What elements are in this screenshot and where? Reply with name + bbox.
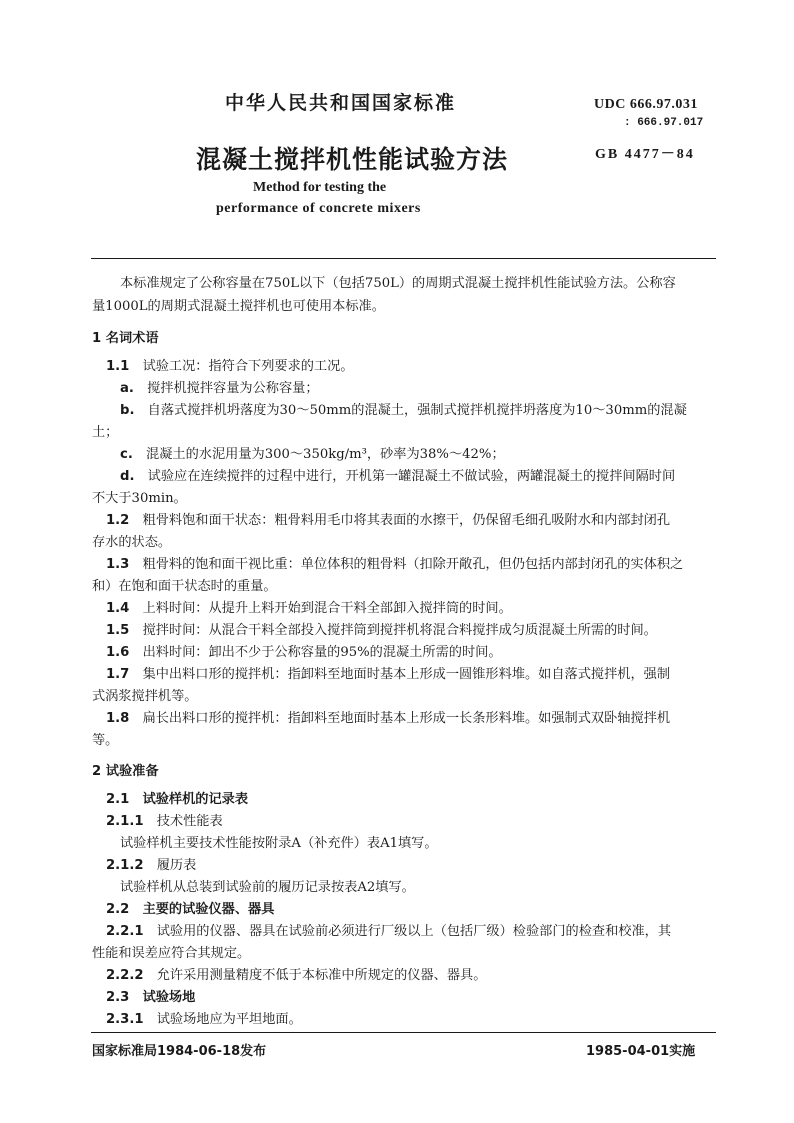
- clause-text: 试验场地: [142, 990, 196, 1005]
- clause-number: 2.2.2: [106, 968, 144, 983]
- clause-1-3: [106, 553, 683, 572]
- clause-2-2-2: [106, 964, 486, 983]
- item-a: [120, 377, 319, 396]
- section1-heading: 1 名词术语: [92, 331, 159, 346]
- clause-number: 1.3: [106, 557, 130, 572]
- clause-1-7-cont: 式涡浆搅拌机等。: [92, 689, 198, 704]
- item-label: b.: [120, 403, 135, 418]
- clause-2-2: [106, 898, 274, 917]
- standard-type-heading: 中华人民共和国国家标准: [225, 92, 457, 114]
- item-d: [120, 465, 675, 484]
- intro-line2: 量1000L的周期式混凝土搅拌机也可使用本标准。: [92, 299, 385, 314]
- clause-text: 主要的试验仪器、器具: [142, 902, 275, 917]
- gb-standard-number: GB 4477－84: [595, 147, 695, 162]
- clause-text: 试验样机的记录表: [142, 792, 249, 807]
- clause-number: 2.3: [106, 990, 130, 1005]
- clause-2-1-2: [106, 854, 196, 873]
- clause-2-3-1: [106, 1008, 302, 1027]
- clause-1-8-cont: 等。: [92, 733, 119, 748]
- item-text: 试验应在连续搅拌的过程中进行，开机第一罐混凝土不做试验，两罐混凝土的搅拌间隔时间: [147, 469, 676, 484]
- clause-number: 1.2: [106, 513, 130, 528]
- footer-divider: [91, 1032, 716, 1033]
- clause-number: 2.1.1: [106, 814, 144, 829]
- clause-number: 1.4: [106, 601, 130, 616]
- clause-2-2-1-cont: 性能和误差应符合其规定。: [92, 946, 251, 961]
- item-text: 混凝土的水泥用量为300～350kg/m³，砂率为38%～42%；: [146, 447, 505, 462]
- clause-text: 扁长出料口形的搅拌机：指卸料至地面时基本上形成一长条形料堆。如强制式双卧轴搅拌机: [142, 711, 671, 726]
- clause-number: 1.1: [106, 359, 130, 374]
- clause-1-7: [106, 663, 670, 682]
- clause-text: 履历表: [156, 858, 197, 873]
- clause-number: 2.2: [106, 902, 130, 917]
- clause-text: 试验用的仪器、器具在试验前必须进行厂级以上（包括厂级）检验部门的检查和校准，其: [156, 924, 672, 939]
- clause-1-5: [106, 619, 657, 638]
- clause-1-4: [106, 597, 512, 616]
- clause-1-2: [106, 509, 670, 528]
- clause-number: 1.6: [106, 645, 130, 660]
- clause-text: 粗骨料饱和面干状态：粗骨料用毛巾将其表面的水擦干，仍保留毛细孔吸附水和内部封闭孔: [142, 513, 671, 528]
- clause-text: 出料时间：卸出不少于公称容量的95%的混凝土所需的时间。: [142, 645, 502, 660]
- clause-number: 1.5: [106, 623, 130, 638]
- issue-date: 国家标准局1984-06-18发布: [92, 1044, 267, 1059]
- clause-text: 搅拌时间：从混合干料全部投入搅拌筒到搅拌机将混合料搅拌成匀质混凝土所需的时间。: [142, 623, 657, 638]
- item-text: 搅拌机搅拌容量为公称容量；: [147, 381, 319, 396]
- clause-text: 集中出料口形的搅拌机：指卸料至地面时基本上形成一圆锥形料堆。如自落式搅拌机，强制: [142, 667, 671, 682]
- clause-2-1-1-body: 试验样机主要技术性能按附录A（补充件）表A1填写。: [120, 836, 438, 851]
- clause-number: 1.7: [106, 667, 130, 682]
- clause-text: 试验工况：指符合下列要求的工况。: [142, 359, 354, 374]
- clause-1-2-cont: 存水的状态。: [92, 535, 172, 550]
- clause-text: 试验场地应为平坦地面。: [156, 1012, 302, 1027]
- clause-text: 技术性能表: [156, 814, 223, 829]
- clause-2-1-1: [106, 810, 223, 829]
- item-label: c.: [120, 447, 133, 462]
- clause-number: 2.1.2: [106, 858, 144, 873]
- item-b: [120, 399, 687, 418]
- document-title-en-line2: performance of concrete mixers: [216, 201, 421, 216]
- item-label: a.: [120, 381, 134, 396]
- section2-heading: 2 试验准备: [92, 764, 159, 779]
- document-title-en-line1: Method for testing the: [253, 180, 387, 195]
- clause-text: 允许采用测量精度不低于本标准中所规定的仪器、器具。: [156, 968, 487, 983]
- udc-code-line2: : 666.97.017: [624, 117, 704, 129]
- intro-line1: 本标准规定了公称容量在750L以下（包括750L）的周期式混凝土搅拌机性能试验方法。公称容: [120, 276, 676, 291]
- clause-2-1-2-body: 试验样机从总装到试验前的履历记录按表A2填写。: [120, 880, 415, 895]
- item-text: 自落式搅拌机坍落度为30～50mm的混凝土，强制式搅拌机搅拌坍落度为10～30mm的混凝: [147, 403, 687, 418]
- clause-1-8: [106, 707, 670, 726]
- clause-1-6: [106, 641, 502, 660]
- effective-date: 1985-04-01实施: [586, 1044, 696, 1059]
- udc-code-line1: UDC 666.97.031: [594, 97, 698, 112]
- clause-1-1: [106, 355, 354, 374]
- item-b-cont: 土；: [92, 425, 119, 440]
- clause-number: 2.2.1: [106, 924, 144, 939]
- clause-number: 1.8: [106, 711, 130, 726]
- clause-number: 2.1: [106, 792, 130, 807]
- clause-2-2-1: [106, 920, 671, 939]
- item-label: d.: [120, 469, 135, 484]
- document-title-cn: 混凝土搅拌机性能试验方法: [196, 145, 509, 174]
- clause-1-3-cont: 和）在饱和面干状态时的重量。: [92, 579, 277, 594]
- item-c: [120, 443, 505, 462]
- clause-2-3: [106, 986, 195, 1005]
- header-divider: [91, 258, 716, 259]
- clause-text: 粗骨料的饱和面干视比重：单位体积的粗骨料（扣除开敞孔，但仍包括内部封闭孔的实体积之: [142, 557, 684, 572]
- clause-2-1: [106, 788, 248, 807]
- clause-number: 2.3.1: [106, 1012, 144, 1027]
- item-d-cont: 不大于30min。: [92, 491, 187, 506]
- clause-text: 上料时间：从提升上料开始到混合干料全部卸入搅拌筒的时间。: [142, 601, 512, 616]
